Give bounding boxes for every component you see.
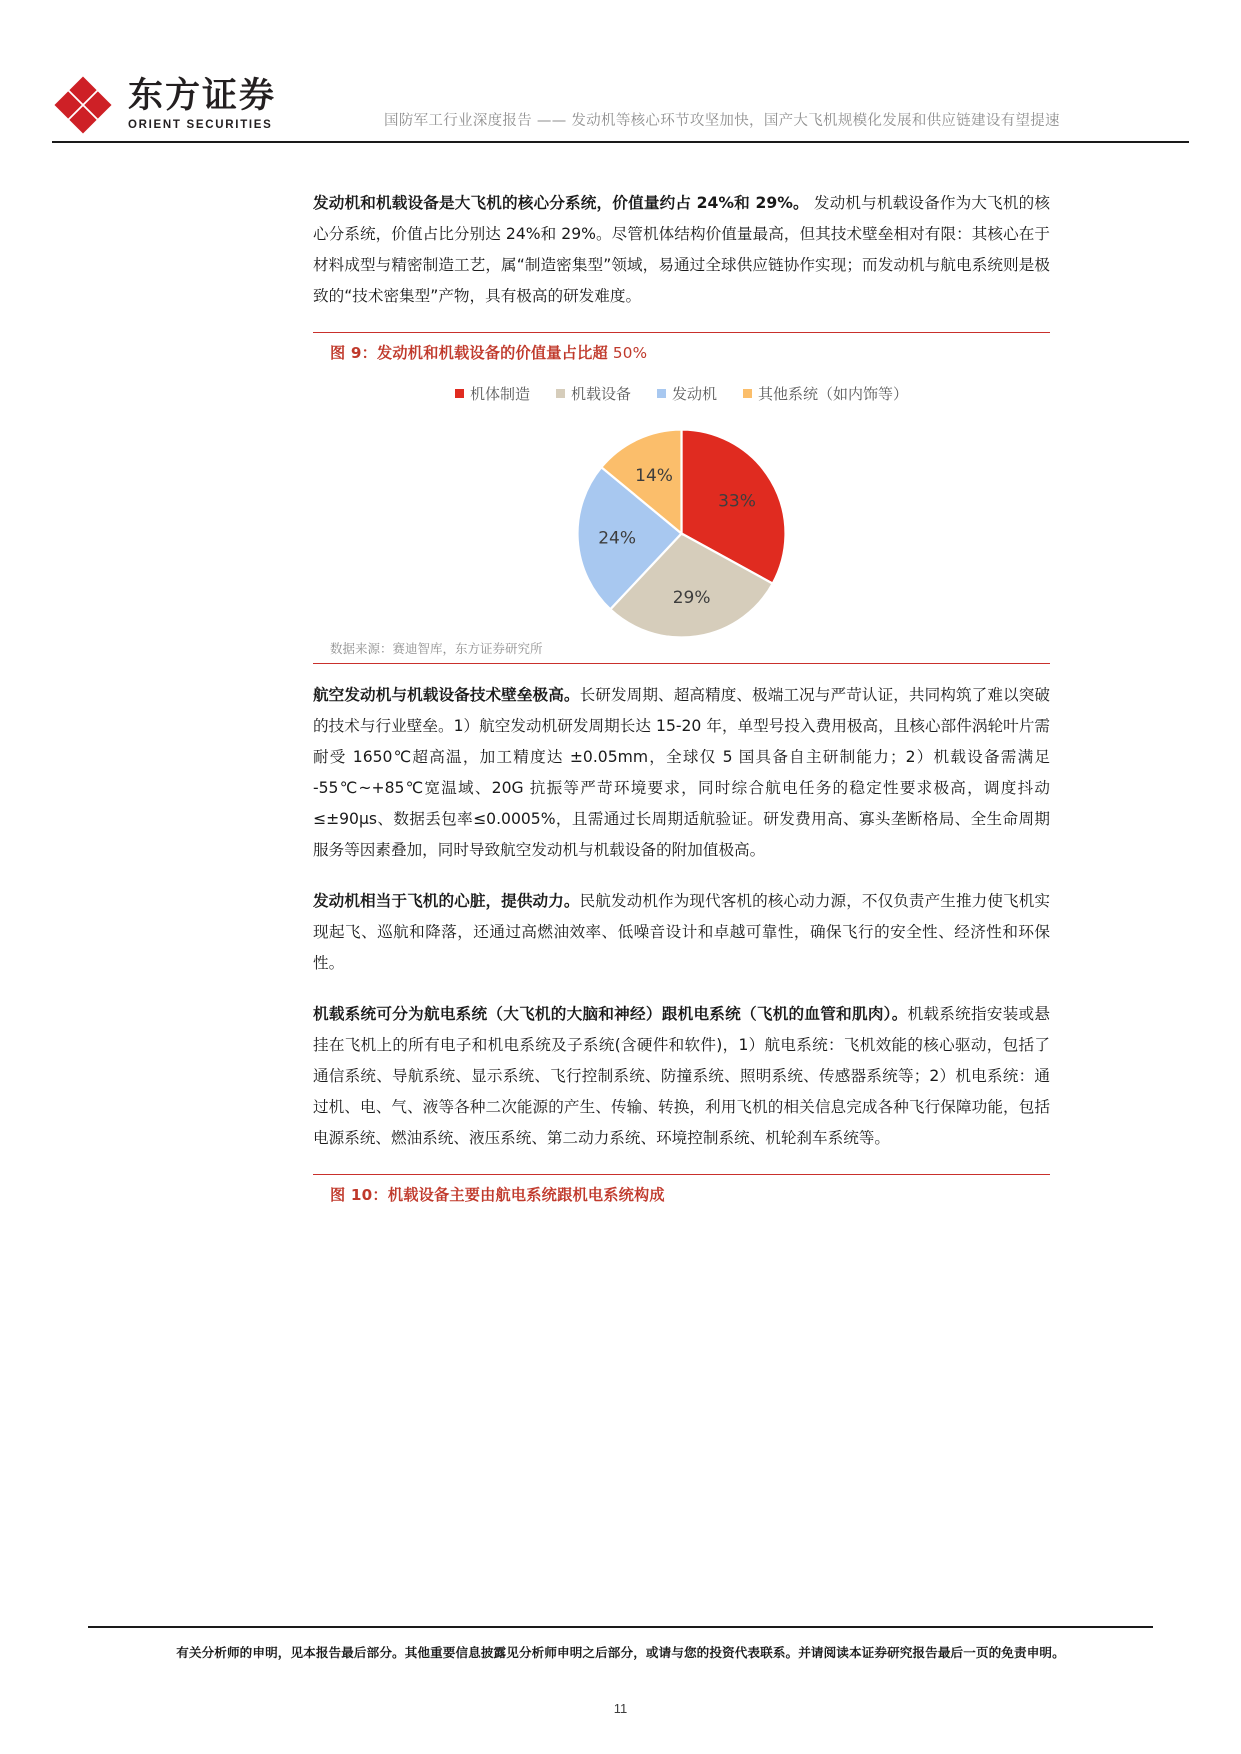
paragraph-1 — [313, 188, 1050, 312]
figure-10-caption — [313, 1175, 1050, 1211]
legend-item-airframe — [455, 383, 530, 404]
report-header-title: 国防军工行业深度报告 —— 发动机等核心环节攻坚加快，国产大飞机规模化发展和供应链建设有望提速 — [384, 113, 1060, 129]
page-header — [52, 56, 1189, 140]
logo-company-name-en: ORIENT SECURITIES — [128, 118, 273, 131]
legend-label-airframe: 机体制造 — [469, 385, 530, 403]
paragraph-3-body: 民航发动机作为现代客机的核心动力源，不仅负责产生推力使飞机实现起飞、巡航和降落，还通过高燃油效率、低噪音设计和卓越可靠性，确保飞行的安全性、经济性和环保性。 — [313, 892, 1050, 972]
legend-item-avionics — [556, 383, 631, 404]
header-divider — [52, 141, 1189, 143]
paragraph-4-body: 机载系统指安装或悬挂在飞机上的所有电子和机电系统及子系统(含硬件和软件)，1）航电系统：飞机效能的核心驱动，包括了通信系统、导航系统、显示系统、飞行控制系统、防撞系统、照明系统、传感器系统等；2）机电系统：通过机、电、气、液等各种二次能源的产生、传输、转换，利用飞机的相关信息完成各种飞行保障功能，包括电源系统、燃油系统、液压系统、第二动力系统、环境控制系统、机轮刹车系统等。 — [313, 1005, 1050, 1147]
company-logo — [52, 74, 276, 140]
legend-label-avionics: 机载设备 — [570, 385, 631, 403]
orient-securities-diamond-icon — [52, 74, 114, 136]
pie-slice-label: 33% — [718, 491, 756, 512]
figure-9-pie-chart — [313, 426, 1050, 641]
legend-swatch-engine — [657, 389, 666, 398]
page-content — [313, 188, 1050, 1211]
legend-swatch-airframe — [455, 389, 464, 398]
figure-10 — [313, 1174, 1050, 1211]
pie-chart-svg — [574, 426, 789, 641]
figure-10-caption-text: 机载设备主要由航电系统跟机电系统构成 — [387, 1186, 665, 1204]
paragraph-2 — [313, 680, 1050, 866]
figure-9-caption — [313, 333, 1050, 369]
figure-9-legend — [313, 369, 1050, 404]
paragraph-3-lead: 发动机相当于飞机的心脏，提供动力。 — [313, 892, 580, 910]
figure-9 — [313, 332, 1050, 664]
figure-9-caption-text: 发动机和机载设备的价值量占比超 — [377, 344, 608, 362]
legend-label-other: 其他系统（如内饰等） — [758, 385, 909, 403]
paragraph-2-lead: 航空发动机与机载设备技术壁垒极高。 — [313, 686, 580, 704]
figure-9-body — [313, 369, 1050, 639]
figure-9-source: 数据来源：赛迪智库，东方证券研究所 — [330, 641, 543, 656]
page-number: 11 — [613, 1701, 628, 1716]
legend-swatch-avionics — [556, 389, 565, 398]
figure-9-caption-tail: 50% — [607, 344, 648, 362]
paragraph-1-lead: 发动机和机载设备是大飞机的核心分系统，价值量约占 24%和 29%。 — [313, 194, 809, 212]
figure-9-caption-number: 图 9： — [330, 344, 378, 362]
logo-company-name-cn: 东方证券 — [128, 75, 277, 116]
legend-item-engine — [657, 383, 717, 404]
legend-item-other — [743, 383, 908, 404]
footer-divider — [88, 1626, 1153, 1628]
pie-slice-label: 14% — [635, 466, 673, 487]
footer-disclaimer: 有关分析师的申明，见本报告最后部分。其他重要信息披露见分析师申明之后部分，或请与您的投资代表联系。并请阅读本证券研究报告最后一页的免责申明。 — [176, 1645, 1065, 1660]
pie-slice-label: 24% — [598, 528, 637, 549]
paragraph-2-body: 长研发周期、超高精度、极端工况与严苛认证，共同构筑了难以突破的技术与行业壁垒。1）航空发动机研发周期长达 15-20 年，单型号投入费用极高，且核心部件涡轮叶片需耐受 1650℃超高温，加工精度达 ±0.05mm，全球仅 5 国具备自主研制能力；2）机载设备需满足 -55℃~+85℃宽温域、20G 抗振等严苛环境要求，同时综合航电任务的稳定性要求极高，调度抖动≤±90μs、数据丢包率≤0.0005%，且需通过长周期适航验证。研发费用高、寡头垄断格局、全生命周期服务等因素叠加，同时导致航空发动机与机载设备的附加值极高。 — [313, 686, 1050, 859]
figure-9-bottom-rule — [313, 663, 1050, 664]
legend-swatch-other — [743, 389, 752, 398]
paragraph-3 — [313, 886, 1050, 979]
figure-10-caption-number: 图 10： — [330, 1186, 388, 1204]
legend-label-engine: 发动机 — [672, 385, 718, 403]
paragraph-4 — [313, 999, 1050, 1154]
paragraph-4-lead: 机载系统可分为航电系统（大飞机的大脑和神经）跟机电系统（飞机的血管和肌肉）。 — [313, 1005, 908, 1023]
pie-slice-label: 29% — [672, 588, 711, 609]
paragraph-1-body: 发动机与机载设备作为大飞机的核心分系统，价值占比分别达 24%和 29%。尽管机体结构价值量最高，但其技术壁垒相对有限：其核心在于材料成型与精密制造工艺，属“制造密集型”领域，易通过全球供应链协作实现；而发动机与航电系统则是极致的“技术密集型”产物，具有极高的研发难度。 — [313, 194, 1050, 305]
